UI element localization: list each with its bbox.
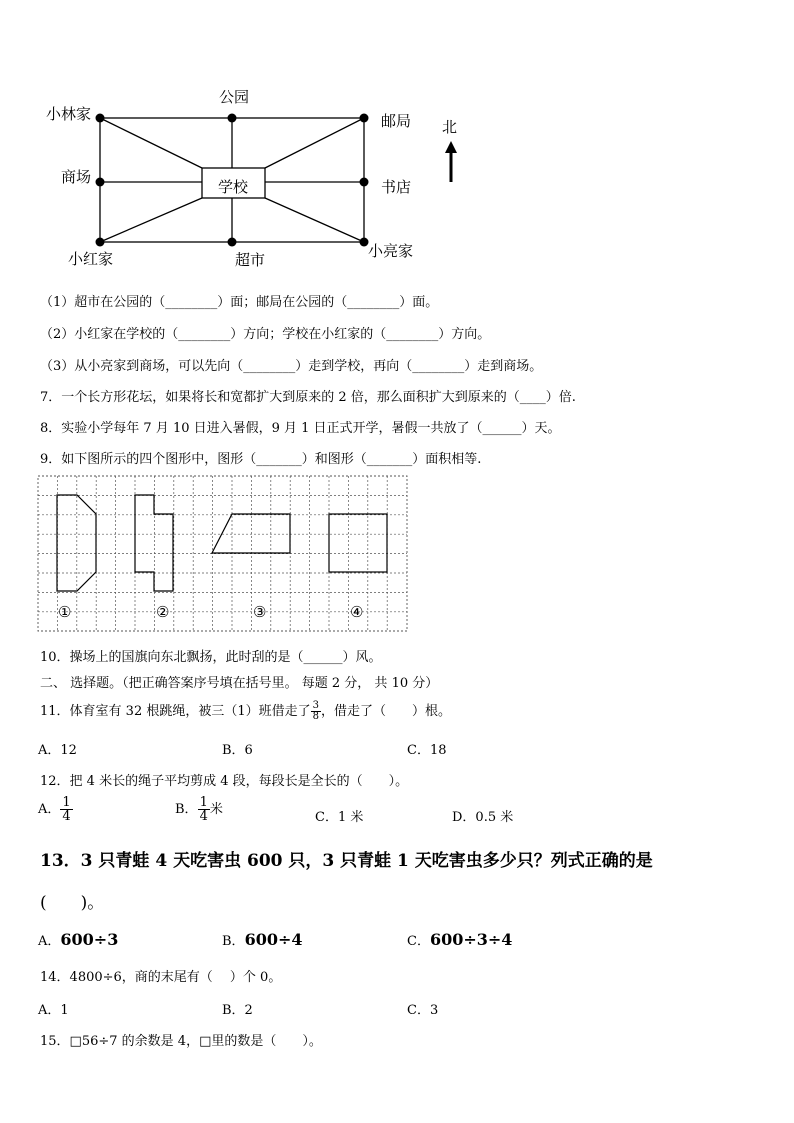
q11-option-c: C．18 bbox=[407, 743, 447, 758]
shape-4 bbox=[329, 514, 387, 572]
q12-a-den: 4 bbox=[62, 809, 71, 824]
label-bookstore: 书店 bbox=[381, 178, 412, 196]
q13-option-a bbox=[38, 930, 118, 949]
shape-2 bbox=[135, 495, 173, 591]
shape-2-label: ② bbox=[156, 603, 170, 621]
q13-option-c bbox=[407, 930, 512, 949]
q12-a-fraction bbox=[60, 796, 72, 823]
question-11 bbox=[40, 700, 451, 722]
label-post: 邮局 bbox=[381, 112, 412, 130]
label-park: 公园 bbox=[219, 88, 250, 106]
q14-option-c: C．3 bbox=[407, 1003, 439, 1018]
q12-a-num: 1 bbox=[62, 795, 71, 810]
q14-option-b: B．2 bbox=[222, 1003, 253, 1018]
shape-3-label: ③ bbox=[253, 603, 267, 621]
label-school: 学校 bbox=[218, 178, 249, 196]
section-2-heading: 二、 选择题。（把正确答案序号填在括号里。 每题 2 分， 共 10 分） bbox=[40, 676, 439, 691]
q12-option-d: D．0.5 米 bbox=[452, 810, 514, 825]
q12-b-unit: 米 bbox=[209, 802, 223, 817]
question-13-line1: 13．3 只青蛙 4 天吃害虫 600 只，3 只青蛙 1 天吃害虫多少只？列式正确的是 bbox=[40, 851, 653, 871]
question-13-line2: ( )。 bbox=[40, 893, 105, 913]
q11-text-post: ，借走了（ ）根。 bbox=[321, 704, 452, 719]
label-xiaohong: 小红家 bbox=[68, 250, 114, 268]
q13-a-label: A． bbox=[38, 934, 61, 949]
q12-option-a bbox=[38, 796, 73, 823]
label-mall: 商场 bbox=[61, 168, 92, 186]
q12-b-fraction bbox=[198, 796, 210, 823]
question-14: 14．4800÷6，商的末尾有（ ）个 0。 bbox=[40, 970, 282, 985]
question-10: 10．操场上的国旗向东北飘扬，此时刮的是（______）风。 bbox=[40, 650, 382, 665]
question-15: 15．□56÷7 的余数是 4，□里的数是（ ）。 bbox=[40, 1034, 322, 1049]
q13-c-value: 600÷3÷4 bbox=[429, 930, 513, 949]
q11-text-pre: 11．体育室有 32 根跳绳，被三（1）班借走了 bbox=[40, 704, 311, 719]
q11-option-b: B．6 bbox=[222, 743, 253, 758]
q11-fraction bbox=[311, 701, 321, 722]
label-market: 超市 bbox=[235, 251, 266, 269]
q12-option-c: C．1 米 bbox=[315, 810, 364, 825]
shape-1-label: ① bbox=[58, 603, 72, 621]
q13-b-value: 600÷4 bbox=[244, 930, 303, 949]
shape-4-label: ④ bbox=[350, 603, 364, 621]
q13-a-value: 600÷3 bbox=[60, 930, 119, 949]
question-8: 8．实验小学每年 7 月 10 日进入暑假，9 月 1 日正式开学，暑假一共放了（______）天。 bbox=[40, 421, 561, 436]
q12-option-b bbox=[175, 796, 223, 823]
q13-option-b bbox=[222, 930, 303, 949]
label-xiaoliang: 小亮家 bbox=[368, 242, 414, 260]
q14-option-a: A．1 bbox=[38, 1003, 69, 1018]
q11-option-a: A．12 bbox=[38, 743, 77, 758]
question-7: 7．一个长方形花坛，如果将长和宽都扩大到原来的 2 倍，那么面积扩大到原来的（____）倍. bbox=[40, 390, 576, 405]
q12-b-num: 1 bbox=[199, 795, 208, 810]
q13-b-label: B． bbox=[222, 934, 245, 949]
q11-frac-num: 3 bbox=[312, 700, 319, 711]
q12-b-label: B． bbox=[175, 802, 198, 817]
q11-frac-den: 8 bbox=[312, 711, 319, 722]
question-12: 12．把 4 米长的绳子平均剪成 4 段，每段长是全长的（ ）。 bbox=[40, 774, 409, 789]
q13-c-label: C． bbox=[407, 934, 430, 949]
shape-3 bbox=[212, 514, 290, 553]
q6-part3: （3）从小亮家到商场，可以先向（________）走到学校，再向（________）走到商场。 bbox=[40, 359, 543, 374]
q12-a-label: A． bbox=[38, 802, 61, 817]
label-xiaolin: 小林家 bbox=[46, 105, 92, 123]
label-north: 北 bbox=[442, 118, 458, 136]
q6-part1: （1）超市在公园的（________）面；邮局在公园的（________）面。 bbox=[40, 295, 439, 310]
q6-part2: （2）小红家在学校的（________）方向；学校在小红家的（________）方向。 bbox=[40, 327, 491, 342]
q12-b-den: 4 bbox=[199, 809, 208, 824]
question-9: 9．如下图所示的四个图形中，图形（_______）和图形（_______）面积相等. bbox=[40, 452, 482, 467]
